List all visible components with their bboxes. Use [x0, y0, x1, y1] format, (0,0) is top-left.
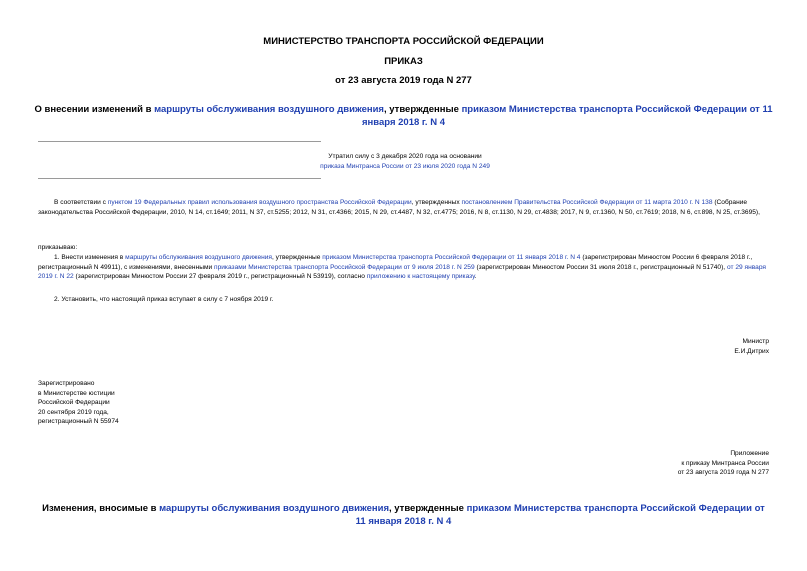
status-text: Утратил силу с 3 декабря 2020 года на основании [328, 153, 482, 160]
appendix-title-link-routes[interactable]: маршруты обслуживания воздушного движения [159, 503, 389, 514]
doc-date-number: от 23 августа 2019 года N 277 [335, 75, 472, 86]
registration-line: 20 сентября 2019 года, [38, 408, 109, 416]
status-block [38, 152, 772, 171]
appendix-title-link-order[interactable]: приказом Министерства транспорта Российской Федерации от 11 января 2018 г. N 4 [355, 503, 765, 527]
appendix-line: к приказу Минтранса России [681, 459, 769, 467]
title-text-1: О внесении изменений в [34, 104, 155, 115]
appendix-title-text-1: Изменения, вносимые в [42, 503, 160, 514]
item1-text-4: (зарегистрирован Минюстом России 31 июля 2018 г., регистрационный N 51740), [474, 263, 727, 271]
title-link-order[interactable]: приказом Министерства транспорта Российской Федерации от 11 января 2018 г. N 4 [362, 104, 773, 128]
appendix-block [678, 449, 769, 478]
ministry-heading: МИНИСТЕРСТВО ТРАНСПОРТА РОССИЙСКОЙ ФЕДЕРАЦИИ [263, 36, 544, 47]
preamble-paragraph [38, 198, 770, 217]
divider-top [38, 141, 321, 142]
page-title [30, 103, 777, 129]
preamble-link-decree[interactable]: постановлением Правительства Российской Федерации от 11 марта 2010 г. N 138 [461, 199, 713, 206]
order-item-1 [38, 253, 770, 282]
appendix-line: Приложение [730, 450, 769, 457]
doc-type-heading: ПРИКАЗ [384, 56, 423, 67]
order-item-2: 2. Установить, что настоящий приказ вступает в силу с 7 ноября 2019 г. [54, 296, 274, 303]
item1-link-order[interactable]: приказом Министерства транспорта Российской Федерации от 11 января 2018 г. N 4 [322, 254, 581, 261]
item1-link-amend-2019[interactable]: от 29 января 2019 г. N 22 [38, 263, 766, 281]
item1-text-1: 1. Внести изменения в [54, 254, 126, 261]
item1-text-3: (зарегистрирован Минюстом России 6 февраля 2018 г., регистрационный N 49911), с изменениями, внесенными [38, 254, 753, 271]
item1-text-2: , утвержденные [272, 254, 323, 261]
item1-link-amend-2018[interactable]: приказами Министерства транспорта Российской Федерации от 9 июля 2018 г. N 259 [214, 263, 475, 271]
signature-block [734, 337, 769, 356]
item1-link-routes[interactable]: маршруты обслуживания воздушного движения [125, 254, 273, 261]
signature-name: Е.И.Дитрих [734, 347, 769, 355]
registration-line: Российской Федерации [38, 399, 110, 407]
appendix-title-text-2: , утвержденные [389, 503, 467, 514]
divider-bottom [38, 178, 321, 179]
item1-text-6: . [474, 273, 477, 281]
preamble-text-3: (Собрание законодательства Российской Федерации, 2010, N 14, ст.1649; 2011, N 37, ст.5255; 2012, N 31, ст.4366; 2015, N 29, ст.4487, N 32, ст.4775; 2016, N 8, ст.1130, N 29, ст.4838; 2017, N 9, ст.1360, N 50, ст.7619; 2018, N 6, ст.898, N 25, ст.3695), [38, 199, 760, 216]
registration-line: Зарегистрировано [38, 380, 95, 387]
order-word: приказываю: [38, 244, 78, 251]
item1-text-5: (зарегистрирован Минюстом России 27 февраля 2019 г., регистрационный N 53919), согласно [73, 273, 367, 281]
registration-line: регистрационный N 55974 [38, 418, 119, 426]
preamble-text-1: В соответствии с [54, 199, 108, 206]
registration-block [38, 379, 119, 427]
preamble-text-2: , утвержденных [411, 199, 462, 206]
status-link[interactable]: приказа Минтранса России от 23 июля 2020 года N 249 [320, 162, 490, 170]
item1-link-appendix[interactable]: приложению к настоящему приказу [366, 273, 475, 281]
appendix-title [40, 502, 767, 528]
appendix-line: от 23 августа 2019 года N 277 [677, 469, 769, 477]
signature-position: Министр [742, 338, 769, 345]
preamble-link-rules[interactable]: пунктом 19 Федеральных правил использования воздушного пространства Российской Федерации [107, 199, 412, 206]
registration-line: в Министерстве юстиции [38, 389, 115, 397]
title-text-2: , утвержденные [383, 104, 462, 115]
title-link-routes[interactable]: маршруты обслуживания воздушного движения [154, 104, 384, 115]
